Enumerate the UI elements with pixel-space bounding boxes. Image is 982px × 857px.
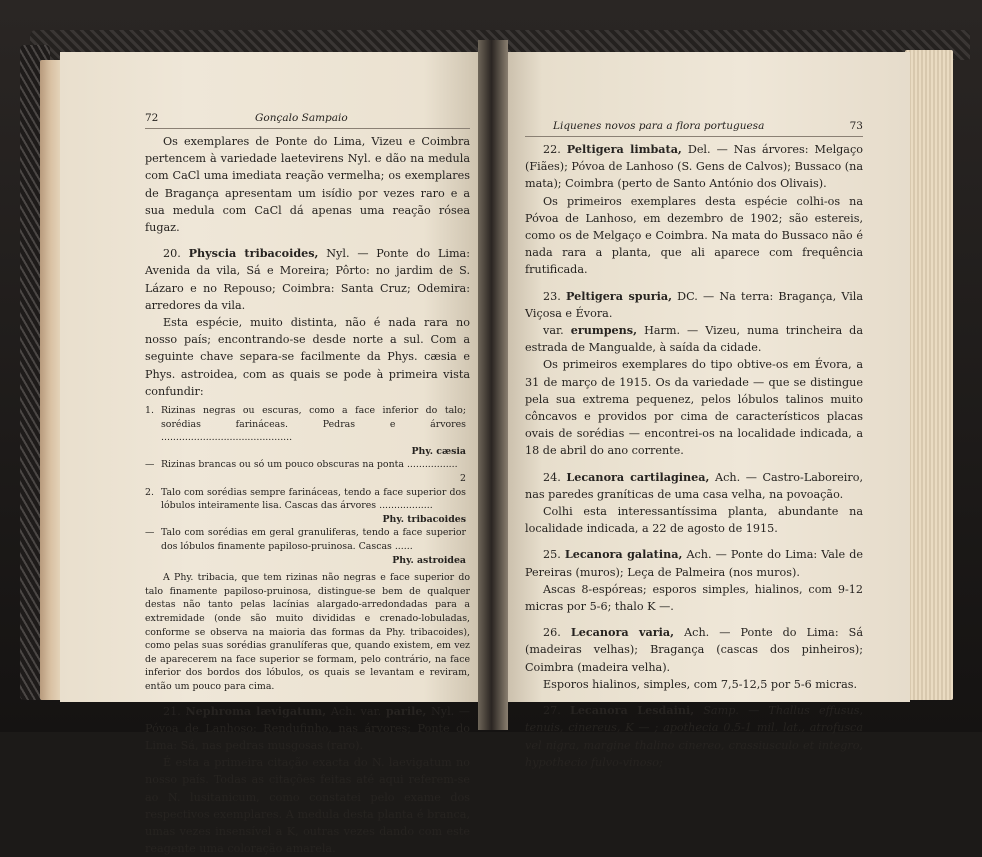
entry-number: 22.	[543, 143, 561, 156]
left-page-text	[145, 110, 470, 857]
species-name: Lecanora galatina,	[564, 547, 683, 562]
key-result: Phy. astroidea	[392, 554, 466, 566]
entry-text: Nyl. — Póvoa de Lanhoso: Rendufinho, nas árvores; Ponte do Lima: Sá, nas pedras musgosas (raro).	[145, 704, 471, 752]
key-row	[145, 526, 470, 567]
left-header-title: Gonçalo Sampaio	[255, 112, 348, 124]
entry-22	[525, 141, 863, 193]
key-row	[145, 486, 470, 527]
key-mark: —	[145, 459, 155, 471]
entry-20	[145, 245, 470, 314]
paragraph: É esta a primeira citação exacta do N. laevigatum no nosso país. Todas as citações feitas até aqui referem-se ao N. lusitanicum, como constatei pelo exame dos respectivos exemplares. A medula desta planta é branca, umas vezes insensível a K, outras vezes dando com este reagente uma coloração amarela.	[145, 756, 470, 856]
right-running-header	[525, 118, 863, 137]
key-text: Talo com sorédias em geral granuliferas, tendo a face superior dos lóbulos finamente papiloso-pruinosa. Cascas ......	[161, 527, 466, 552]
paragraph: Colhi esta interessantíssima planta, abundante na localidade indicada, a 22 de agosto de 1915.	[525, 505, 863, 536]
left-running-header	[145, 110, 470, 129]
species-name: Peltigera spuria,	[565, 288, 672, 303]
paragraph: Os exemplares de Ponte do Lima, Vizeu e Coimbra pertencem à variedade laetevirens Nyl. e dão na medula com CaCl uma imediata reação vermelha; os exemplares de Bragança apresentam um isídio por vezes raro e a sua medula com CaCl dá apenas uma reação rósea fugaz.	[145, 135, 470, 235]
right-page	[492, 52, 910, 769]
entry-26	[525, 624, 863, 676]
entry-number: 26.	[543, 626, 561, 640]
left-page-number: 72	[145, 112, 159, 124]
entry-text: Ach. — Ponte do Lima: Vale de Pereiras (muros); Leça de Palmeira (nos muros).	[525, 548, 864, 579]
species-name: Peltigera limbata,	[566, 142, 682, 156]
entry-23	[525, 288, 863, 322]
entry-text: DC. — Na terra: Bragança, Vila Viçosa e Évora.	[525, 289, 864, 320]
right-page-text	[525, 118, 863, 771]
key-result: Phy. tribacoides	[382, 513, 466, 525]
key-mark: 2.	[145, 486, 154, 498]
key-mark: 1.	[145, 405, 154, 417]
species-name: Lecanora varia,	[570, 625, 675, 640]
entry-number: 25.	[543, 548, 561, 562]
entry-number: 23.	[543, 289, 561, 303]
identification-key	[145, 404, 470, 567]
species-name: Physcia tribacoides,	[188, 246, 319, 261]
species-name: Lecanora Lesdaini,	[569, 703, 695, 718]
key-mark: —	[145, 527, 155, 539]
entry-text: Ach. — Ponte do Lima: Sá (madeiras velhas); Bragança (cascas dos pinheiros); Coimbra (madeira velha).	[525, 626, 863, 674]
entry-27	[525, 702, 863, 771]
species-name: Nephroma lævigatum,	[185, 703, 327, 718]
key-text: Rizinas negras ou escuras, como a face inferior do talo; sorédias farináceas. Pedras e árvores ............................................	[161, 405, 466, 444]
right-page-number: 73	[849, 120, 863, 132]
entry-number: 20.	[163, 247, 181, 261]
entry-number: 21.	[163, 704, 181, 718]
variety-name: parile,	[385, 703, 427, 718]
paragraph: Os primeiros exemplares do tipo obtive-os em Évora, a 31 de março de 1915. Os da variedade — que se distingue pela sua extrema pequenez, pelos lóbulos talinos muito côncavos e providos por cima de característicos placas ovais de sorédias — encontrei-os na localidade indicada, a 18 de abril do ano corrente.	[525, 358, 863, 458]
right-header-title: Liquenes novos para a flora portuguesa	[553, 120, 765, 132]
page-edges-right	[905, 50, 953, 700]
key-text: Talo com sorédias sempre farináceas, tendo a face superior dos lóbulos inteiramente lisa. Cascas das árvores ..................	[161, 486, 466, 512]
entry-23-variety	[525, 322, 863, 356]
entry-text: var.	[543, 324, 564, 338]
entry-number: 24.	[543, 470, 561, 484]
left-page	[60, 52, 488, 856]
page-edges-left	[40, 60, 62, 700]
paragraph: Esta espécie, muito distinta, não é nada rara no nosso país; encontrando-se desde norte a sul. Com a seguinte chave separa-se facilmente da Phys. cæsia e Phys. astroidea, com as quais se pode à primeira vista confundir:	[145, 316, 470, 398]
entry-text: Harm. — Vizeu, numa trincheira da estrada de Mangualde, à saída da cidade.	[525, 324, 864, 355]
footnote-paragraph: A Phy. tribacia, que tem rizinas não negras e face superior do talo finamente papiloso-pruinosa, distingue-se bem de qualquer destas não tanto pelas lacínias alargado-arredondadas para a extremidade (onde são muito divididas e crenado-lobuladas, conforme se observa na maioria das formas da Phy. tribacoides), como pelas suas sorédias granulíferas que, quando existem, em vez de aparecerem na face superior se formam, pelo contrário, na face inferior dos bordos dos lóbulos, os quais se levantam e reviram, então um pouco para cima.	[145, 572, 470, 692]
key-text: Rizinas brancas ou só um pouco obscuras na ponta .................	[161, 459, 458, 471]
key-result: Phy. cæsia	[411, 445, 466, 457]
entry-21	[145, 703, 470, 755]
entry-text: Ach. var.	[330, 704, 382, 718]
species-name: Lecanora cartilaginea,	[566, 469, 710, 484]
paragraph: Esporos hialinos, simples, com 7,5-12,5 por 5-6 micras.	[543, 677, 858, 691]
variety-name: erumpens,	[570, 323, 637, 338]
paragraph: Ascas 8-espóreas; esporos simples, hialinos, com 9-12 micras por 5-6; thalo K —.	[525, 582, 863, 614]
paragraph: Os primeiros exemplares desta espécie colhi-os na Póvoa de Lanhoso, em dezembro de 1902; são estereis, como os de Melgaço e Coimbra. Na mata do Bussaco não é nada rara a planta, que ali aparece com frequência frutificada.	[525, 194, 863, 277]
entry-text: Nyl. — Ponte do Lima: Avenida da vila, Sá e Moreira; Pôrto: no jardim de S. Lázaro e no Repouso; Coimbra: Santa Cruz; Odemira: arredores da vila.	[145, 247, 470, 312]
entry-text: Del. — Nas árvores: Melgaço (Fiães); Póvoa de Lanhoso (S. Gens de Calvos); Bussaco (na mata); Coimbra (perto de Santo António dos Olivais).	[525, 143, 863, 191]
entry-24	[525, 469, 863, 503]
book-spine	[478, 40, 508, 730]
entry-text: Ach. — Castro-Laboreiro, nas paredes graníticas de uma casa velha, na povoação.	[525, 470, 864, 501]
entry-25	[525, 546, 863, 580]
entry-text: Samp. — Thallus effusus, tenuis, cinereus, K — ; apothecia 0.5-1 mil. lat., atrofusca vel nigra, margine thalino cinereo, crassiusculo et integro, hypothecio fulvo-vinoso;	[525, 704, 863, 769]
key-row	[145, 458, 470, 485]
key-row	[145, 404, 470, 458]
entry-number: 27.	[543, 704, 561, 718]
key-result: 2	[460, 473, 466, 485]
